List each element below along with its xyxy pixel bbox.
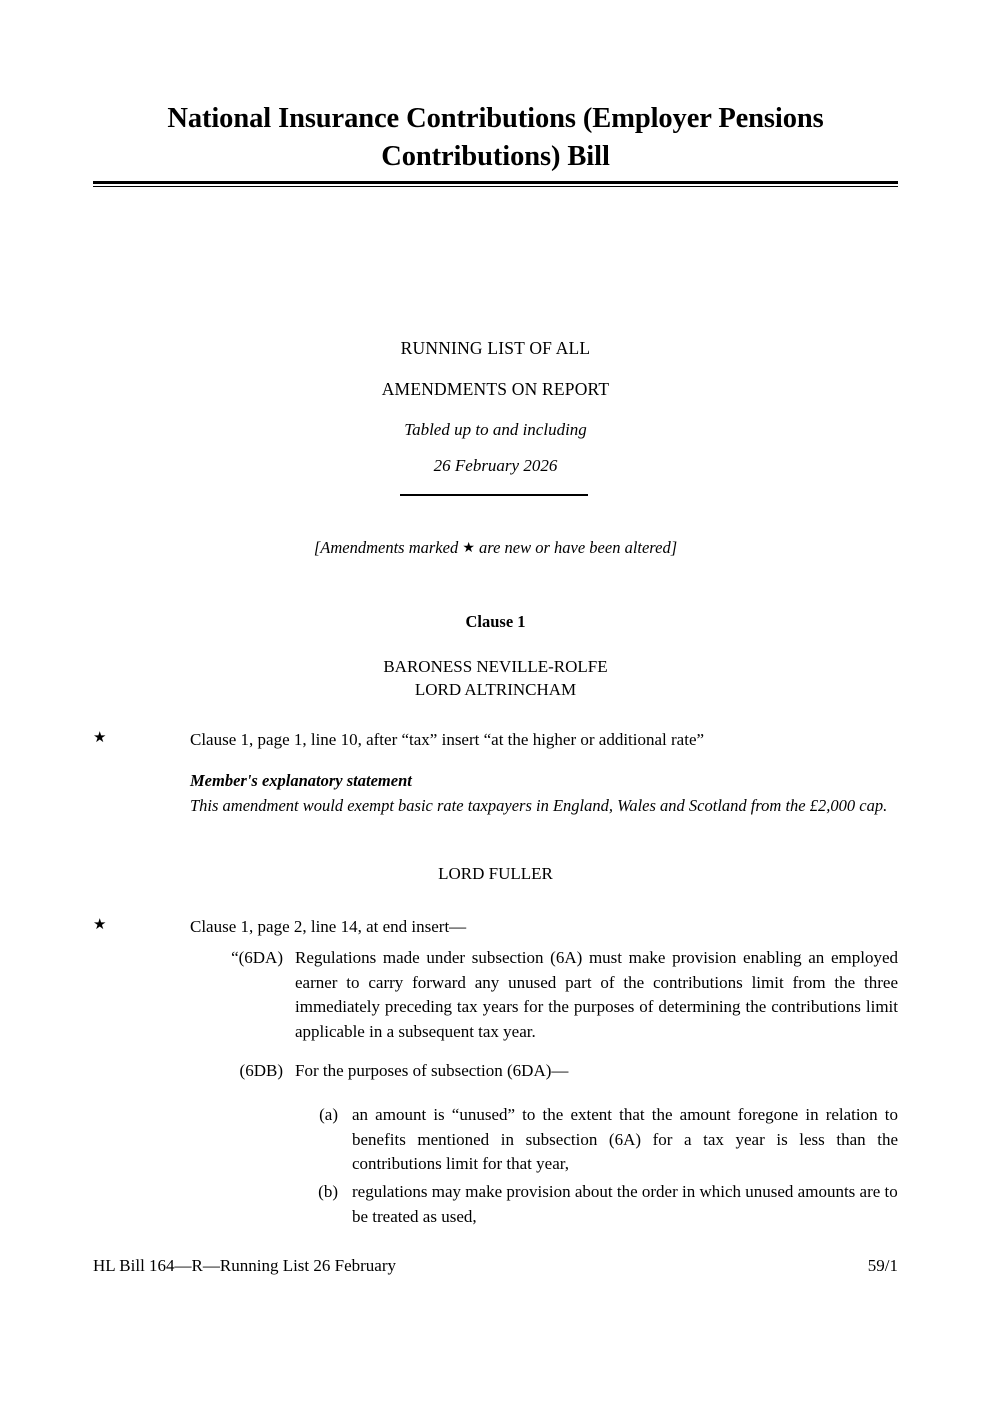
page-number: 59/1: [867, 1256, 898, 1275]
amendment-2: [93, 915, 898, 940]
explanatory-statement-1: [190, 769, 898, 818]
subsection-body: For the purposes of subsection (6DA)—: [295, 1060, 569, 1080]
sponsor-name: LORD FULLER: [438, 864, 553, 883]
star-icon: ★: [93, 730, 107, 746]
marked-note-suffix: are new or have been altered]: [474, 538, 678, 557]
star-icon: ★: [462, 541, 475, 556]
amendment-row: [93, 728, 898, 753]
explanatory-statement-body: This amendment would exempt basic rate taxpayers in England, Wales and Scotland from the £2,000 cap.: [190, 795, 888, 815]
amendment-row: [93, 915, 898, 940]
sponsor-list-1: [93, 655, 898, 702]
amendment-text: Clause 1, page 2, line 14, at end insert—: [190, 917, 467, 936]
page-title: National Insurance Contributions (Employer Pensions Contributions) Bill: [167, 103, 824, 172]
section-divider-rule: [400, 494, 588, 496]
running-list-heading: [93, 340, 898, 493]
explanatory-statement-title: Member's explanatory statement: [190, 771, 412, 790]
running-list-line-2: AMENDMENTS ON REPORT: [381, 378, 610, 399]
tabled-date: 26 February 2026: [433, 456, 558, 475]
subsection-body: Regulations made under subsection (6A) must make provision enabling an employed earner to carry forward any unused part of the contributions limit from the three immediately preceding tax years for the purposes of determining the contributions limit applicable in a subsequent tax year.: [295, 948, 898, 1041]
subsection-item-b: [93, 1180, 898, 1229]
clause-heading: Clause 1: [465, 612, 526, 631]
marked-note-prefix: [Amendments marked: [313, 538, 463, 557]
bill-reference: HL Bill 164—R—Running List 26 February: [93, 1256, 397, 1275]
running-list-line-1: RUNNING LIST OF ALL: [400, 338, 591, 358]
sponsor-name: LORD ALTRINCHAM: [414, 680, 577, 700]
item-label: (a): [319, 1105, 338, 1125]
amendments-marked-note: [93, 538, 898, 558]
subsection-label: “(6DA): [231, 948, 283, 967]
star-icon: ★: [93, 917, 107, 933]
tabled-label: Tabled up to and including: [404, 420, 587, 439]
subsection-6DA: [93, 946, 898, 1045]
title-double-rule: [93, 181, 898, 187]
item-body: an amount is “unused” to the extent that the amount foregone in relation to benefits mentioned in subsection (6A) for a tax year is less than the contributions limit for that year,: [352, 1105, 898, 1174]
sponsor-list-2: [93, 862, 898, 885]
title-rule-thin: [93, 186, 898, 187]
item-body: regulations may make provision about the order in which unused amounts are to be treated as used,: [352, 1182, 898, 1226]
subsection-label: (6DB): [239, 1060, 283, 1080]
subsection-6DB: [93, 1059, 898, 1084]
subsection-item-a: [93, 1103, 898, 1177]
amendment-1: [93, 728, 898, 753]
sponsor-name: BARONESS NEVILLE-ROLFE: [383, 657, 608, 676]
inserted-text-block: [93, 946, 898, 1232]
page-footer: [93, 1256, 898, 1276]
amendment-text: Clause 1, page 1, line 10, after “tax” insert “at the higher or additional rate”: [190, 730, 705, 749]
item-label: (b): [318, 1182, 338, 1202]
